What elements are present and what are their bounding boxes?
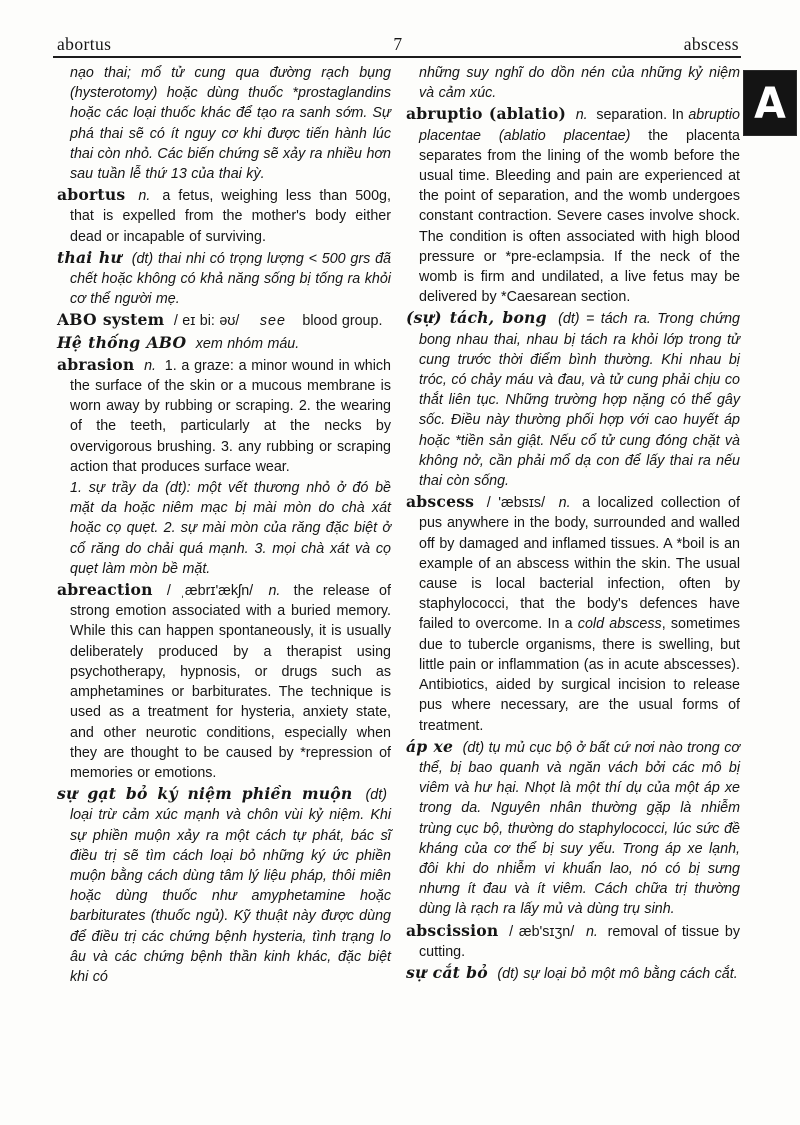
- definition-text: separation. In: [596, 107, 689, 124]
- thumb-index-tab-a: [743, 70, 797, 136]
- definition-text: nạo thai; mổ tử cung qua đường rạch bụng (hysterotomy) hoặc dùng thuốc *prostaglandins hoặc các loại thuốc khác để tạo ra sanh sớm. Sự phá thai sẽ có ít nguy cơ khi được tiến hành lúc thai còn nhỏ. Các biến chứng sẽ xảy ra nhiều hơn sau tuần lễ thứ 13 của thai kỳ.: [70, 65, 391, 183]
- definition-text: loại trừ cảm xúc mạnh và chôn vùi kỷ niệm. Khi sự phiền muộn xảy ra một cách tự phát, bác sĩ điều trị sẽ tìm cách loại bỏ những ký ức phiền muộn bằng cách dùng tâm lý liệu pháp, thôi miên hoặc dùng thuốc như amyphetamine hoặc barbiturates (thuốc ngủ). Kỹ thuật này được dùng để điều trị các chứng bệnh hysteria, tình trạng lo âu và các chứng bệnh thần kinh khác, đặc biệt khi có: [70, 807, 391, 985]
- text-columns: [57, 63, 741, 988]
- entry-he-thong-abo: [57, 333, 391, 354]
- definition-text: blood group.: [302, 313, 383, 330]
- part-of-speech: n.: [268, 583, 281, 600]
- entry-abortion-continuation-vn: [57, 63, 391, 184]
- entry-su-cat-bo: [406, 963, 740, 984]
- headword-vietnamese: sự cắt bỏ: [406, 962, 488, 982]
- headword: abscess: [406, 492, 475, 512]
- headword-vietnamese: sự gạt bỏ ký niệm phiền muộn: [57, 784, 353, 804]
- entry-abrasion: [57, 355, 391, 477]
- entry-abo-system: [57, 310, 391, 331]
- definition-text: the placenta separates from the lining of the womb before the usual time. Bleeding and pain are experienced at the point of separation, and the womb undergoes constant contraction. Severe cases involve shock. The condition is often associated with high blood pressure or *pre-eclampsia. If the neck of the womb is firm and undilated, a live fetus may be delivered by *Caesarean section.: [419, 127, 741, 306]
- definition-text: (dt) thai nhi có trọng lượng < 500 grs đã chết hoặc không có khả năng sống bị tống ra khỏi cơ thể người mẹ.: [70, 250, 391, 308]
- entry-abscess: [406, 492, 740, 735]
- definition-text: a fetus, weighing less than 500g, that is expelled from the mother's body either dead or incapable of surviving.: [70, 188, 391, 245]
- thumb-index-letter: A: [754, 77, 786, 128]
- entry-abruptio: [406, 104, 740, 307]
- headword-vietnamese: thai hư: [57, 247, 122, 267]
- entry-su-gat-bo-continuation-vn: [406, 63, 740, 103]
- headword-vietnamese: Hệ thống ABO: [57, 332, 187, 352]
- definition-text: những suy nghĩ do dồn nén của những kỷ niệm và cảm xúc.: [419, 65, 740, 102]
- headword: abortus: [57, 185, 126, 205]
- definition-text: , sometimes due to tubercle organisms, there is swelling, but little pain or inflammation (as in acute abscesses). Antibiotics, aided by surgical incision to release pus where necessary, are the usual forms of treatment.: [419, 616, 740, 734]
- part-of-speech: n.: [558, 495, 571, 512]
- guide-word-right: abscess: [683, 34, 739, 54]
- part-of-speech: n.: [575, 107, 588, 124]
- right-column: [406, 63, 740, 988]
- part-of-speech: n.: [138, 188, 151, 205]
- headword: abscission: [406, 920, 499, 940]
- headword: abrasion: [57, 354, 135, 374]
- definition-text: (dt) = tách ra. Trong chứng bong nhau thai, nhau bị tách ra khỏi lớp trong tử cung trước thời điểm bình thường. Khi nhau bị tróc, có chảy máu và đau, và tử cung phải chịu co thắt liên tục. Những trường hợp nặng có thể gây sốc. Điều này thường phối hợp với cao huyết áp hoặc *tiền sản giật. Nếu cổ tử cung đóng chặt và không nở, cần phải mổ dạ con để lấy thai ra nếu thai còn sống.: [419, 311, 740, 490]
- entry-su-gat-bo: [57, 784, 391, 987]
- part-of-speech: n.: [144, 357, 157, 374]
- guide-word-left: abortus: [57, 34, 112, 54]
- pronunciation: / eɪ bi: əʊ/: [173, 313, 240, 330]
- headword: abreaction: [57, 580, 153, 600]
- definition-text: a localized collection of pus anywhere in the body, surrounded and walled off by damaged and inflamed tissues. A *boil is an example of an abscess within the skin. The usual cause is local bacterial infection, often by staphylococci, that the body's defences have failed to overcome. In a: [419, 495, 740, 633]
- headword-vietnamese: áp xe: [406, 736, 454, 756]
- cross-reference-label: see: [259, 313, 286, 330]
- left-column: [57, 63, 391, 988]
- pronunciation: / æb'sɪʒn/: [509, 923, 575, 940]
- definition-text: (dt) tụ mủ cục bộ ở bất cứ nơi nào trong cơ thể, bị bao quanh và ngăn vách bởi các mô bị viêm và hư hại. Nhọt là một thí dụ của một áp xe trong da. Nguyên nhân thường gặp là nhiễm trùng cục bộ, thường do staphylococci, lúc sức đề kháng của cơ thể bị suy yếu. Trong áp xe lạnh, đôi khi do nhiễm vi khuẩn lao, nó có bị sưng nhưng ít đau và ít viêm. Cách chữa trị thường dùng là rạch ra lấy mủ và dùng trụ sinh.: [419, 739, 740, 918]
- entry-abreaction: [57, 580, 391, 783]
- entry-abscission: [406, 921, 740, 962]
- definition-text: removal of tissue by cutting.: [419, 923, 741, 960]
- entry-thai-hu: [57, 248, 391, 310]
- entry-su-tach-bong: [406, 308, 740, 491]
- definition-text: 1. sự trầy da (dt): một vết thương nhỏ ở đó bề mặt da hoặc niêm mạc bị mài mòn do chà xát hoặc cọ quẹt. 2. sự mài mòn của răng đặc biệt ở cổ răng do chải quá mạnh. 3. mọi chà xát và cọ quẹt làm mòn bề mặt.: [70, 480, 391, 577]
- headword: abruptio (ablatio): [406, 104, 567, 124]
- header-rule: [53, 56, 741, 58]
- entry-ap-xe: [406, 737, 740, 920]
- headword: ABO system: [57, 310, 165, 330]
- definition-text: xem nhóm máu.: [195, 335, 300, 352]
- word-class-label: (dt): [365, 787, 387, 804]
- pronunciation: / ˌæbrɪ'ækʃn/: [166, 583, 254, 600]
- entry-abortus: [57, 185, 391, 247]
- emphasized-term: cold abscess: [577, 616, 662, 633]
- definition-text: (dt) sự loại bỏ một mô bằng cách cắt.: [497, 965, 738, 982]
- latin-term: abruptio placentae (ablatio placentae): [419, 107, 740, 144]
- pronunciation: / 'æbsɪs/: [486, 495, 546, 512]
- running-header: [57, 34, 739, 55]
- entry-abrasion-vn: [57, 478, 391, 579]
- page-number: 7: [393, 34, 403, 54]
- definition-text: 1. a graze: a minor wound in which the surface of the skin or a mucous membrane is worn away by rubbing or scraping. 2. the wearing of the teeth, particularly at the necks by overvigorous brushing. 3. any rubbing or scraping action that produces surface wear.: [70, 357, 391, 475]
- headword-vietnamese: (sự) tách, bong: [406, 308, 547, 328]
- part-of-speech: n.: [585, 923, 598, 940]
- definition-text: the release of strong emotion associated with a buried memory. While this can happen spontaneously, it is usually deliberately produced by a therapist using psychotherapy, hypnosis, or drugs such as amphetamines or barbiturates. The technique is used as a treatment for hysteria, anxiety state, and other neurotic conditions, especially when they are thought to be caused by *repression of memories or emotions.: [70, 583, 391, 781]
